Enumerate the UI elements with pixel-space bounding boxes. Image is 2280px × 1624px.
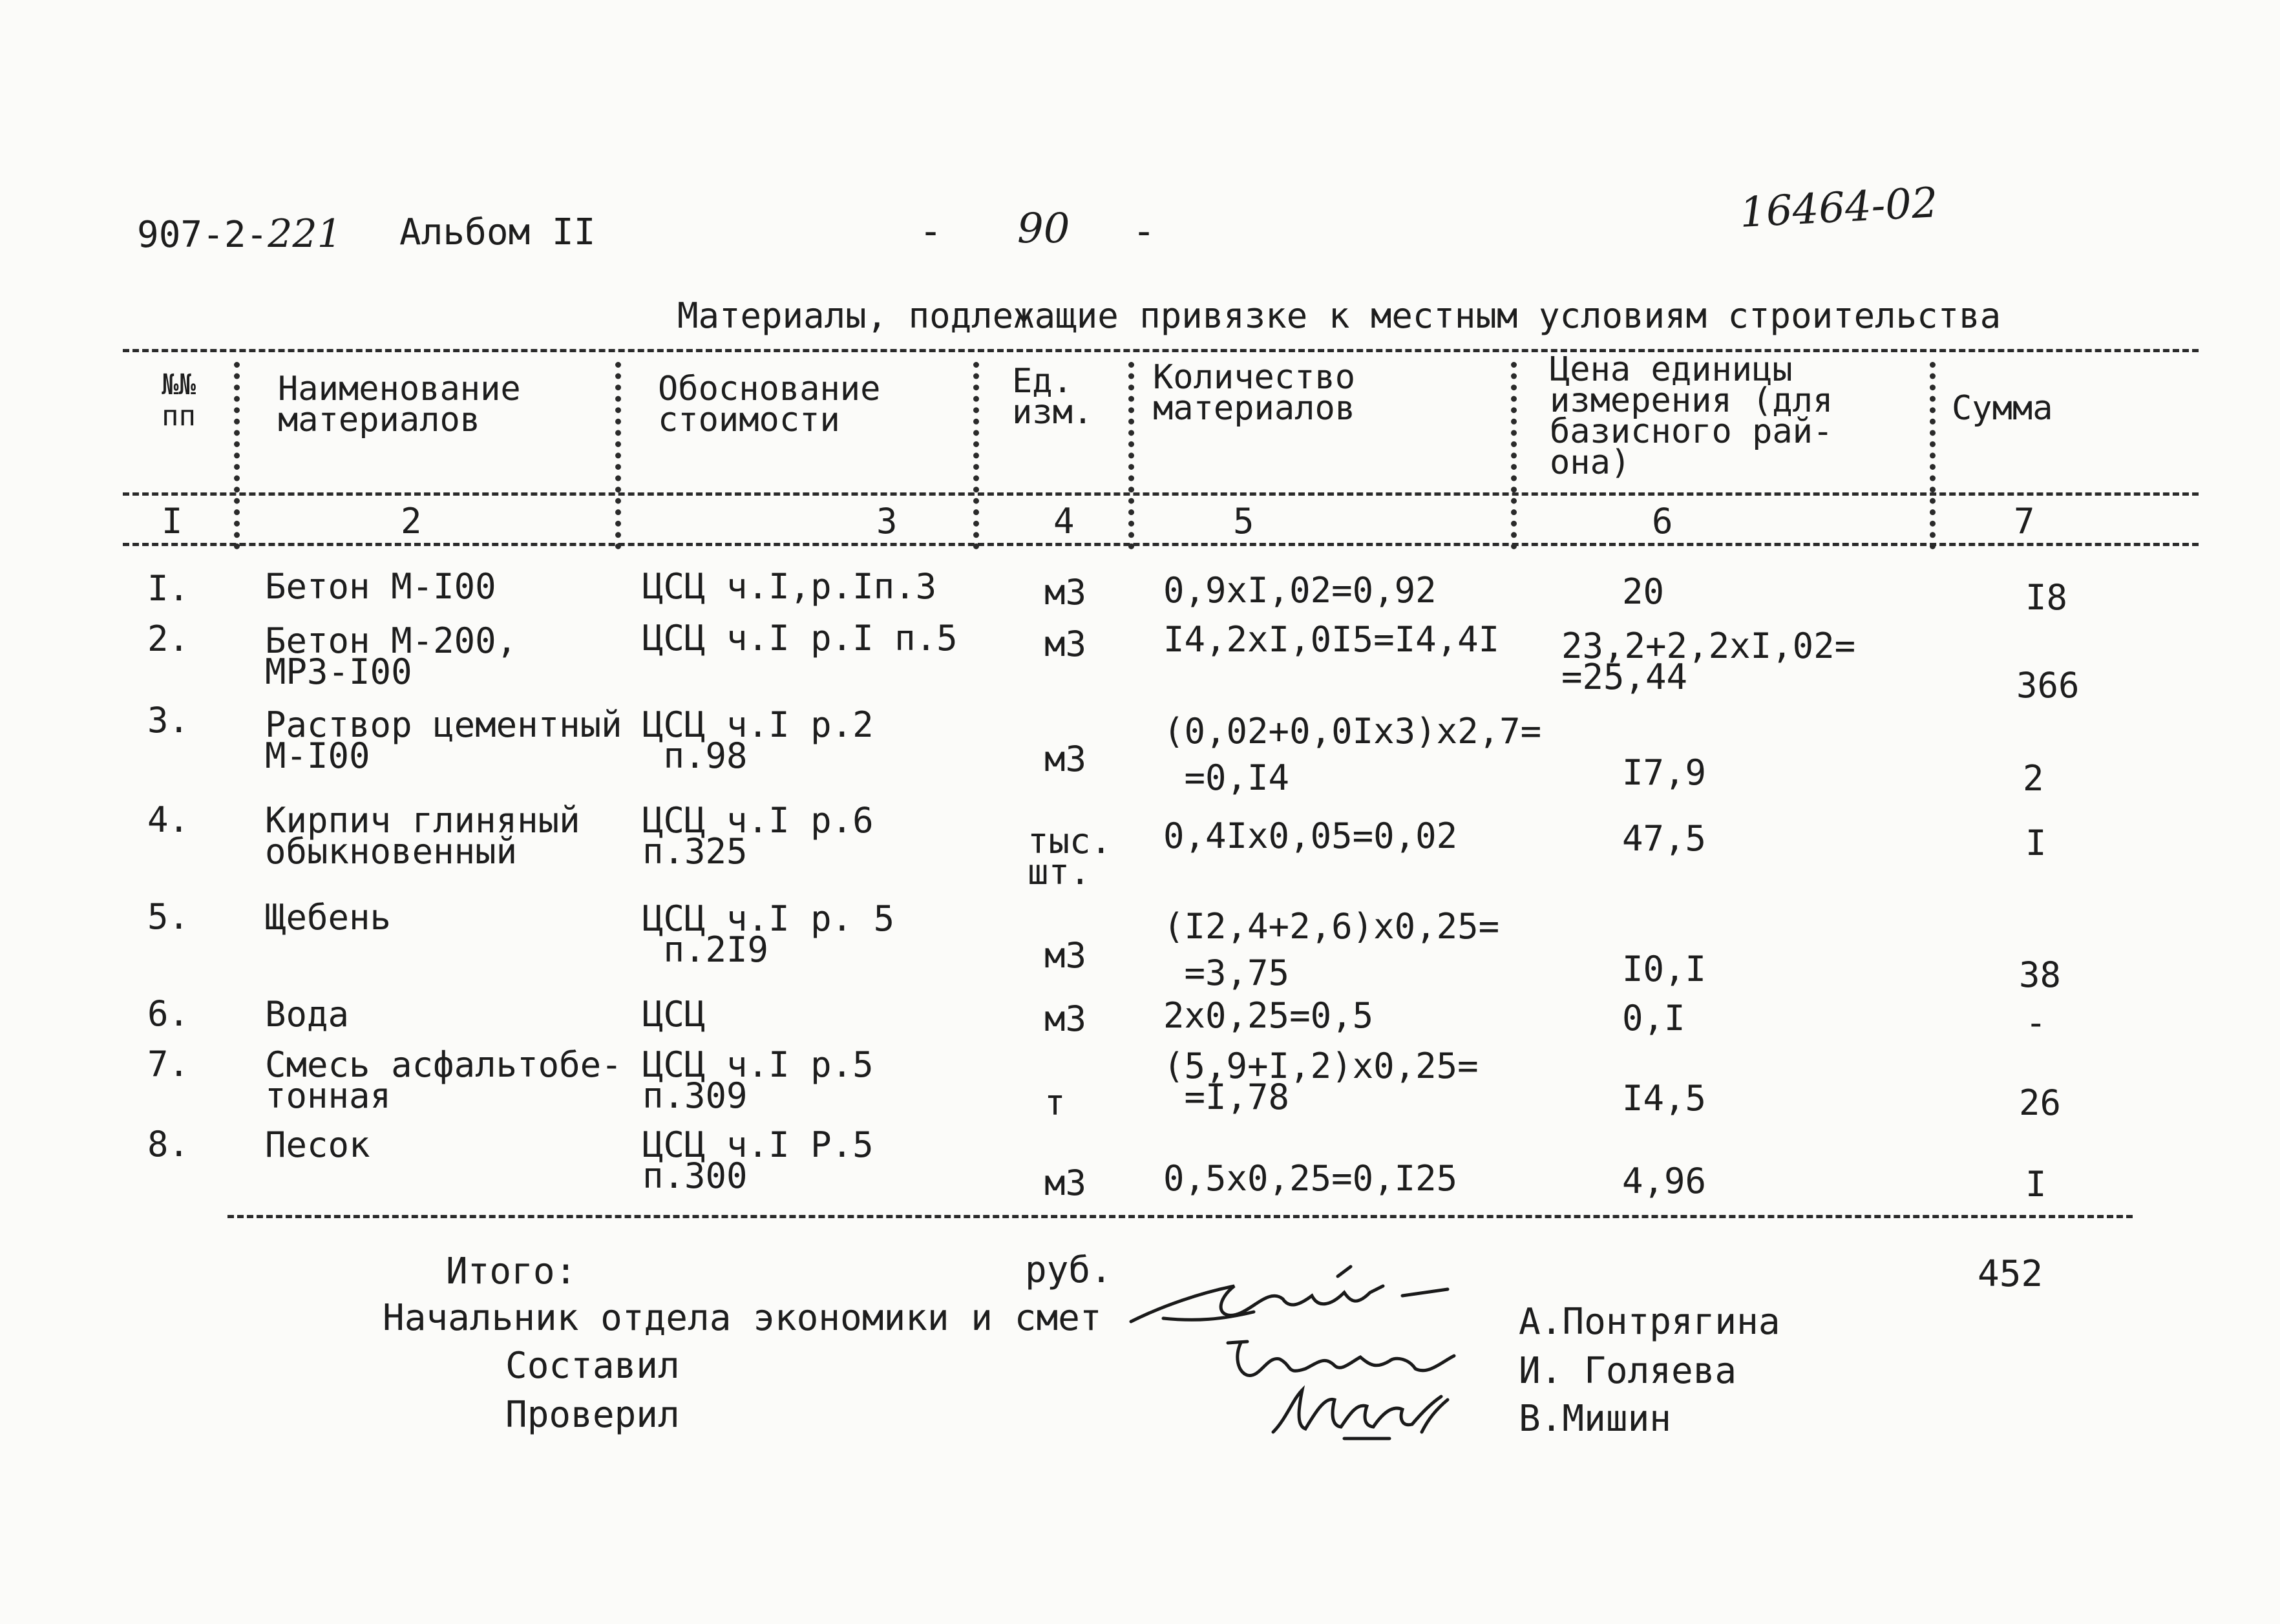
row-sum: I8 [2025, 577, 2068, 618]
unit-price: I0,I [1622, 949, 1707, 989]
signatory-name: А.Понтрягина [1519, 1301, 1780, 1343]
table-top-rule [123, 349, 2199, 352]
table-title: Материалы, подлежащие привязке к местным условиям строительства [677, 295, 2001, 336]
cost-basis: ЦСЦ ч.I,р.Iп.3 [642, 566, 937, 607]
cost-basis: ЦСЦ ч.I р.5 п.309 [642, 1044, 874, 1116]
unit-price: 0,I [1622, 998, 1685, 1039]
unit: м3 [1044, 739, 1087, 779]
total-value: 452 [1978, 1253, 2043, 1295]
column-number-rule [123, 543, 2199, 546]
unit-price: 20 [1622, 571, 1665, 612]
col-header-number: №№ пп [162, 368, 196, 432]
unit: тыс. шт. [1028, 821, 1112, 892]
quantity: I4,2хI,0I5=I4,4I [1163, 619, 1500, 660]
table-bottom-rule [227, 1215, 2133, 1218]
total-unit: руб. [1025, 1249, 1112, 1291]
row-number: 7. [147, 1044, 190, 1084]
col-number-6: 6 [1652, 501, 1673, 542]
column-separator-6 [1930, 362, 1936, 549]
unit-price: I4,5 [1622, 1078, 1707, 1119]
col-number-7: 7 [2014, 501, 2035, 542]
col-number-1: I [162, 501, 183, 542]
material-name: Вода [265, 994, 350, 1035]
quantity: (5,9+I,2)х0,25= =I,78 [1163, 1046, 1479, 1117]
unit: м3 [1044, 1163, 1087, 1203]
cost-basis: ЦСЦ ч.I р.I п.5 [642, 618, 958, 659]
quantity: (I2,4+2,6)х0,25= =3,75 [1163, 906, 1500, 993]
row-sum: I [2025, 823, 2047, 863]
col-number-2: 2 [401, 501, 422, 542]
signature-3 [1267, 1374, 1473, 1445]
page-number: 90 [1017, 205, 1070, 253]
material-name: Бетон М-200, МРЗ-I00 [265, 620, 518, 692]
album-label: Альбом II [399, 211, 596, 253]
row-number: 4. [147, 799, 190, 840]
quantity: (0,02+0,0Iх3)х2,7= =0,I4 [1163, 711, 1542, 798]
material-name: Смесь асфальтобе- тонная [265, 1044, 622, 1116]
page-dash-right: - [1132, 209, 1156, 254]
column-separator-2 [615, 362, 621, 549]
quantity: 2х0,25=0,5 [1163, 995, 1374, 1036]
quantity: 0,5х0,25=0,I25 [1163, 1158, 1458, 1199]
row-sum: 366 [2016, 665, 2080, 706]
row-number: 5. [147, 896, 190, 937]
signature-1 [1124, 1260, 1473, 1338]
unit-price: I7,9 [1622, 752, 1707, 793]
signature-role: Проверил [505, 1394, 680, 1436]
row-number: 6. [147, 993, 190, 1034]
col-header-basis: Обоснование стоимости [658, 370, 881, 439]
row-number: 8. [147, 1124, 190, 1165]
row-number: I. [147, 568, 190, 609]
unit-price: 4,96 [1622, 1161, 1707, 1201]
quantity: 0,4Iх0,05=0,02 [1163, 816, 1458, 856]
material-name: Кирпич глиняный обыкновенный [265, 800, 580, 872]
header-rule [123, 492, 2199, 496]
column-separator-1 [234, 362, 240, 549]
unit: т [1044, 1082, 1066, 1123]
page-dash-left: - [919, 209, 943, 254]
row-number: 3. [147, 700, 190, 741]
row-number: 2. [147, 618, 190, 659]
row-sum: - [2025, 1002, 2047, 1043]
total-label: Итого: [446, 1250, 577, 1292]
signature-role: Составил [505, 1345, 680, 1387]
cost-basis: ЦСЦ ч.I Р.5 п.300 [642, 1124, 874, 1196]
col-header-unit-price: Цена единицы измерения (для базисного рай- она) [1550, 350, 1833, 482]
col-header-quantity: Количество материалов [1153, 358, 1356, 428]
material-name: Щебень [265, 897, 392, 938]
stamp-number: 16464-02 [1738, 179, 1939, 237]
column-separator-5 [1511, 362, 1517, 549]
col-header-sum: Сумма [1952, 389, 2053, 428]
row-sum: I [2025, 1164, 2047, 1205]
col-number-5: 5 [1233, 501, 1254, 542]
cost-basis: ЦСЦ [642, 994, 706, 1035]
col-header-unit: Ед. изм. [1012, 362, 1093, 432]
unit: м3 [1044, 572, 1087, 613]
row-sum: 2 [2023, 758, 2044, 799]
document-code-handwritten: 221 [268, 211, 342, 257]
col-header-name: Наименование материалов [278, 370, 521, 439]
column-separator-3 [973, 362, 979, 549]
unit: м3 [1044, 998, 1087, 1039]
col-number-4: 4 [1053, 501, 1075, 542]
cost-basis: ЦСЦ ч.I р.6 п.325 [642, 800, 874, 872]
unit: м3 [1044, 624, 1087, 664]
unit: м3 [1044, 935, 1087, 976]
col-number-3: 3 [876, 501, 898, 542]
row-sum: 26 [2019, 1082, 2062, 1123]
unit-price: 23,2+2,2хI,02= =25,44 [1561, 626, 1856, 697]
signatory-name: И. Голяева [1519, 1350, 1737, 1392]
unit-price: 47,5 [1622, 818, 1707, 859]
quantity: 0,9хI,02=0,92 [1163, 570, 1437, 611]
row-sum: 38 [2019, 954, 2062, 995]
cost-basis: ЦСЦ ч.I р. 5 п.2I9 [642, 898, 895, 970]
document-code [137, 211, 342, 257]
material-name: Раствор цементный М-I00 [265, 704, 622, 776]
material-name: Песок [265, 1124, 370, 1165]
document-code-prefix: 907-2- [137, 214, 268, 256]
column-separator-4 [1128, 362, 1134, 549]
material-name: Бетон М-I00 [265, 566, 496, 607]
cost-basis: ЦСЦ ч.I р.2 п.98 [642, 704, 874, 776]
signature-role: Начальник отдела экономики и смет [383, 1297, 1102, 1339]
signatory-name: В.Мишин [1519, 1398, 1672, 1440]
